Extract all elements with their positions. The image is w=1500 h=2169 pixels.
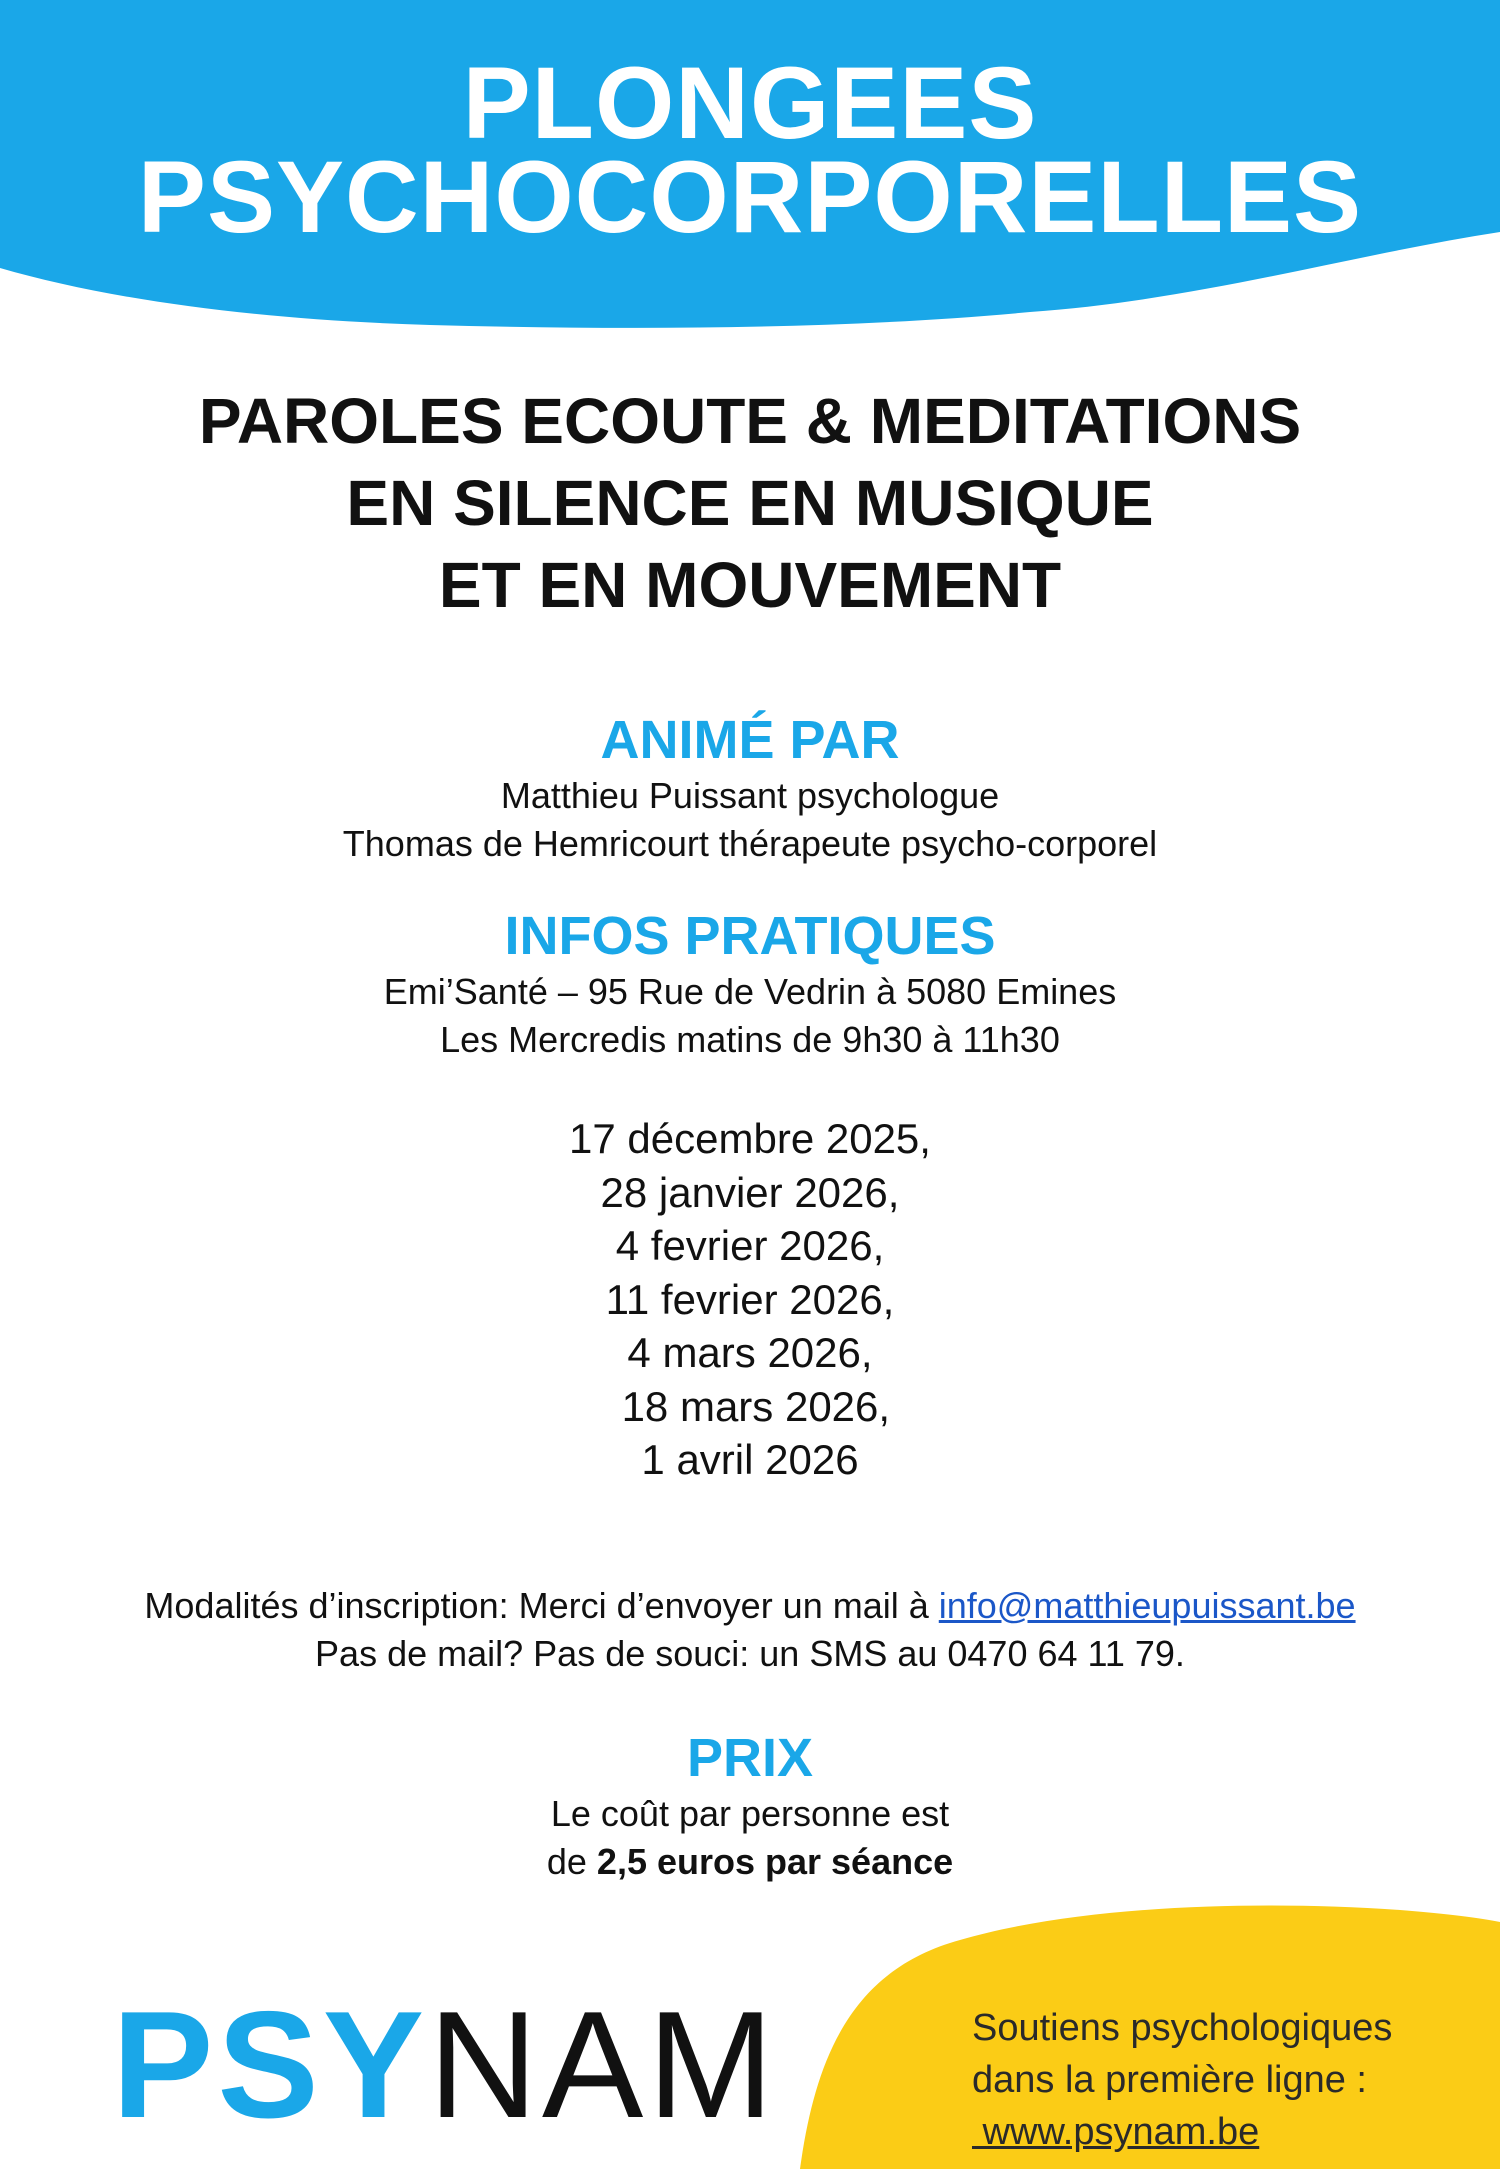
session-date: 4 mars 2026,	[627, 1329, 873, 1376]
logo-nam-text: NAM	[428, 1980, 778, 2150]
anime-par-body	[0, 772, 1500, 868]
price-line-1: Le coût par personne est	[550, 1793, 950, 1834]
support-line-2: dans la première ligne :	[972, 2059, 1367, 2101]
prix-body	[0, 1790, 1500, 1886]
price-amount: 2,5 euros par séance	[596, 1841, 954, 1882]
logo-psy-text: PSY	[112, 1980, 429, 2150]
prix-heading: PRIX	[686, 1728, 814, 1788]
psynam-logo	[112, 1980, 778, 2150]
support-line-1: Soutiens psychologiques	[972, 2007, 1393, 2049]
price-prefix: de	[546, 1841, 597, 1882]
subtitle-line-1: PAROLES ECOUTE & MEDITATIONS	[198, 385, 1302, 457]
subtitle-line-2: EN SILENCE EN MUSIQUE	[346, 467, 1154, 539]
subtitle-line-3: ET EN MOUVEMENT	[438, 549, 1062, 621]
session-date: 11 fevrier 2026,	[605, 1275, 895, 1323]
title-line-1: PLONGEES	[462, 46, 1038, 160]
session-date: 4 fevrier 2026,	[615, 1222, 885, 1269]
infos-pratiques-body	[0, 968, 1500, 1064]
support-info	[972, 2002, 1472, 2158]
inscription-info	[0, 1582, 1500, 1678]
session-date: 18 mars 2026,	[609, 1382, 891, 1430]
sms-line: Pas de mail? Pas de souci: un SMS au 0470 64 11 79.	[315, 1633, 1185, 1674]
email-link[interactable]: info@matthieupuissant.be	[938, 1585, 1356, 1626]
venue-address: Emi’Santé – 95 Rue de Vedrin à 5080 Emines	[383, 971, 1117, 1012]
inscription-text: Modalités d’inscription: Merci d’envoyer un mail à	[144, 1585, 939, 1626]
event-subtitle	[0, 380, 1500, 626]
session-date: 28 janvier 2026,	[600, 1168, 900, 1216]
session-date: 17 décembre 2025,	[569, 1115, 931, 1162]
facilitator-1: Matthieu Puissant psychologue	[500, 775, 1000, 816]
facilitator-2: Thomas de Hemricourt thérapeute psycho-corporel	[342, 823, 1158, 864]
title-line-2: PSYCHOCORPORELLES	[137, 140, 1363, 254]
infos-pratiques-heading: INFOS PRATIQUES	[504, 906, 996, 966]
price-line-2	[0, 1838, 1500, 1886]
session-date: 1 avril 2026	[641, 1436, 859, 1483]
page-title	[0, 46, 1500, 254]
psynam-website-link[interactable]: www.psynam.be	[972, 2111, 1260, 2153]
session-dates-list	[0, 1112, 1500, 1487]
session-schedule: Les Mercredis matins de 9h30 à 11h30	[440, 1019, 1060, 1060]
anime-par-heading: ANIMÉ PAR	[600, 710, 900, 770]
inscription-line	[0, 1582, 1500, 1630]
